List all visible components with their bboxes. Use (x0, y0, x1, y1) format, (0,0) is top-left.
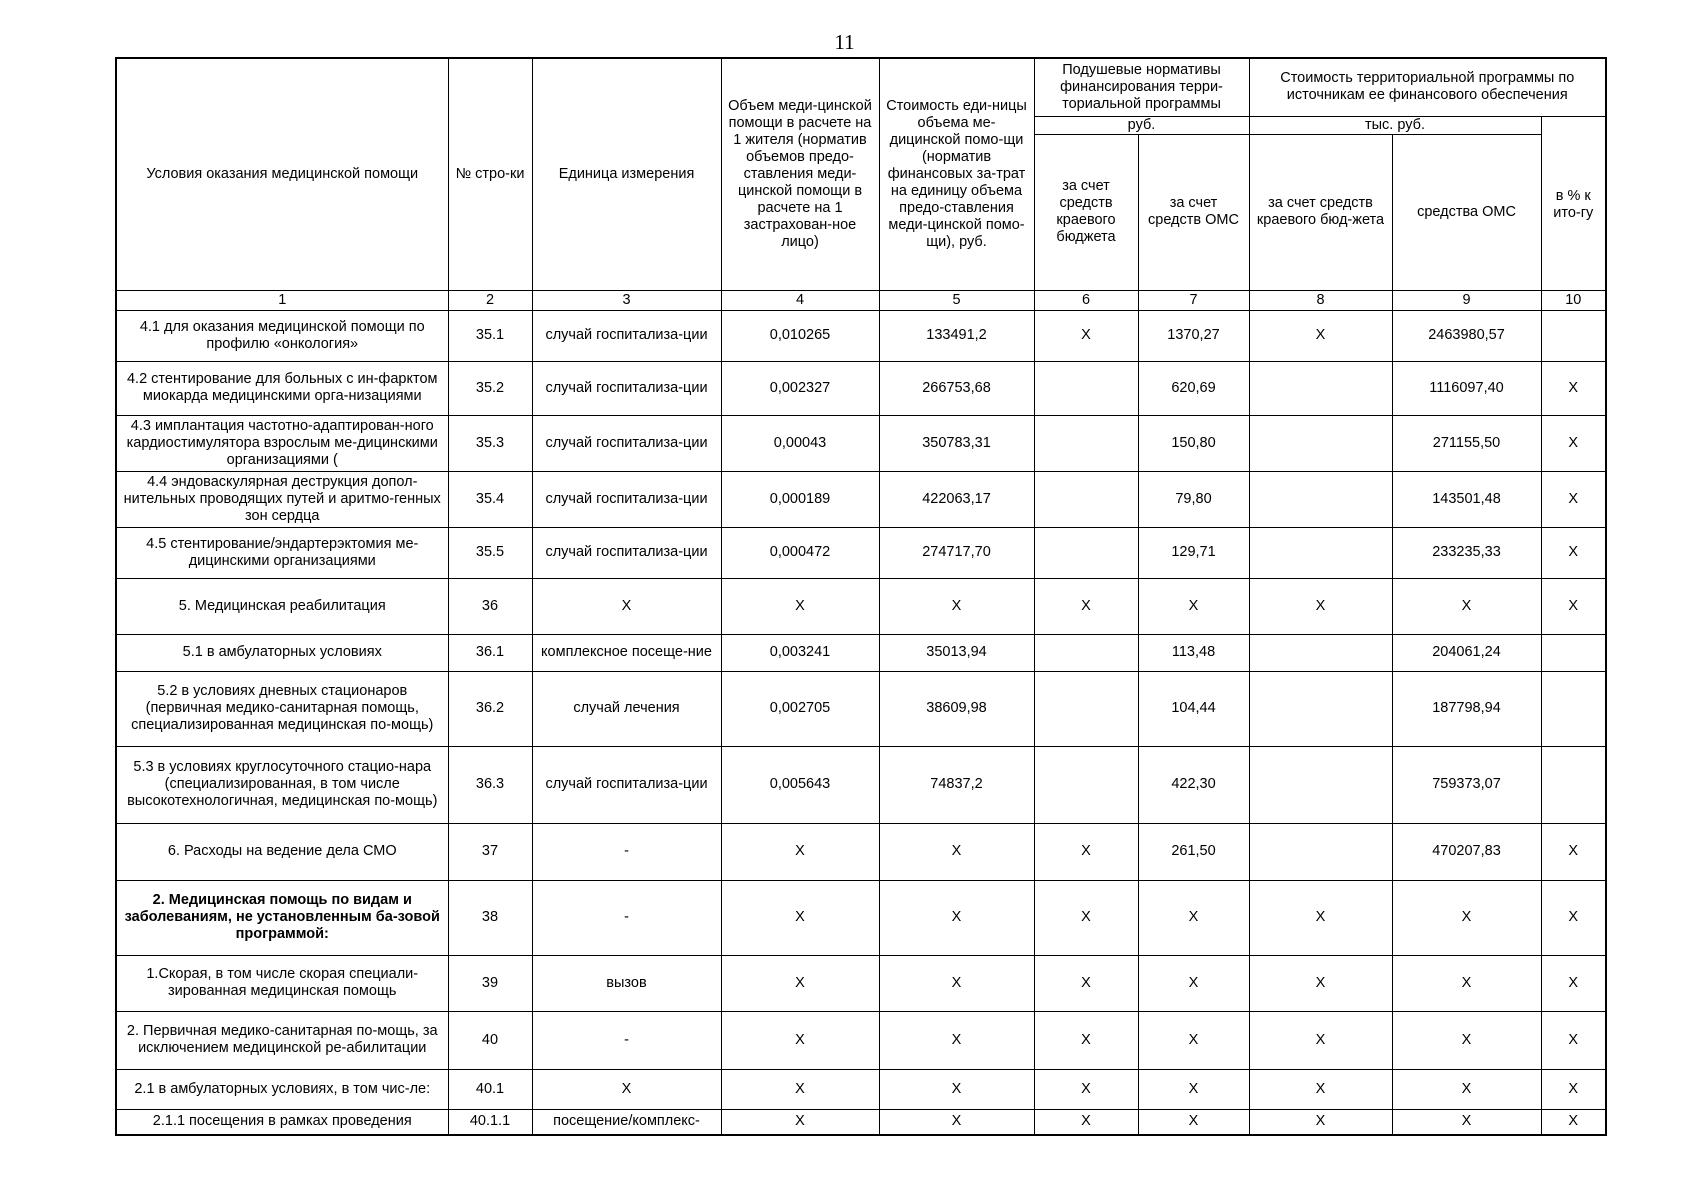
table-row (116, 671, 1606, 746)
table-cell (1034, 746, 1138, 823)
row-label: 5. Медицинская реабилитация (116, 578, 448, 634)
column-number: 2 (448, 290, 532, 310)
table-cell: X (1034, 1109, 1138, 1135)
header-program-cost-group: Стоимость территориальной программы по источникам ее финансового обеспечения (1249, 58, 1606, 116)
table-cell: X (1541, 471, 1606, 527)
table-row (116, 880, 1606, 955)
table-cell: 40.1.1 (448, 1109, 532, 1135)
table-cell: X (1249, 955, 1392, 1011)
table-cell: X (1541, 527, 1606, 578)
table-cell: 759373,07 (1392, 746, 1541, 823)
table-row (116, 955, 1606, 1011)
table-cell: - (532, 1011, 721, 1069)
table-cell: X (1138, 955, 1249, 1011)
table-cell: 0,002327 (721, 361, 879, 415)
table-cell: 204061,24 (1392, 634, 1541, 671)
row-label: 2.1 в амбулаторных условиях, в том чис-ле: (116, 1069, 448, 1109)
table-cell (1034, 634, 1138, 671)
table-cell (1034, 415, 1138, 471)
header-row-1 (116, 58, 1606, 116)
table-cell: X (879, 823, 1034, 880)
table-cell: X (879, 1011, 1034, 1069)
column-number: 10 (1541, 290, 1606, 310)
row-label: 5.2 в условиях дневных стационаров (первичная медико-санитарная помощь, специализированная медицинская по-мощь) (116, 671, 448, 746)
table-cell: 470207,83 (1392, 823, 1541, 880)
table-cell (1249, 471, 1392, 527)
header-unit: Единица измерения (532, 58, 721, 290)
row-label: 2.1.1 посещения в рамках проведения (116, 1109, 448, 1135)
column-number: 1 (116, 290, 448, 310)
table-cell: X (1541, 823, 1606, 880)
header-program-regional-budget: за счет средств краевого бюд-жета (1249, 134, 1392, 290)
header-regional-budget: за счет средств краевого бюджета (1034, 134, 1138, 290)
table-cell: 133491,2 (879, 310, 1034, 361)
table-cell: 0,005643 (721, 746, 879, 823)
table-cell: 104,44 (1138, 671, 1249, 746)
table-cell: X (1392, 1109, 1541, 1135)
header-row-number: № стро-ки (448, 58, 532, 290)
table-cell: X (721, 578, 879, 634)
table-cell: X (1541, 1069, 1606, 1109)
table-cell: 2463980,57 (1392, 310, 1541, 361)
table-cell: X (721, 955, 879, 1011)
row-label: 2. Медицинская помощь по видам и заболеваниям, не установленным ба-зовой программой: (116, 880, 448, 955)
table-cell: X (1249, 1011, 1392, 1069)
table-cell: X (1249, 578, 1392, 634)
column-number: 6 (1034, 290, 1138, 310)
header-unit-rub: руб. (1034, 116, 1249, 134)
table-cell: X (1138, 880, 1249, 955)
row-label: 4.1 для оказания медицинской помощи по профилю «онкология» (116, 310, 448, 361)
table-cell: 35.4 (448, 471, 532, 527)
table-cell: 0,003241 (721, 634, 879, 671)
table-cell: X (1249, 1069, 1392, 1109)
table-cell: X (1392, 578, 1541, 634)
table-cell: случай госпитализа-ции (532, 471, 721, 527)
table-cell: X (1138, 578, 1249, 634)
table-cell: 35.3 (448, 415, 532, 471)
table-cell: 350783,31 (879, 415, 1034, 471)
table-cell: 0,000472 (721, 527, 879, 578)
table-cell (1249, 634, 1392, 671)
table-cell: X (721, 823, 879, 880)
table-cell (1249, 527, 1392, 578)
table-cell (1034, 527, 1138, 578)
header-oms: за счет средств ОМС (1138, 134, 1249, 290)
header-unit-thousand: тыс. руб. (1249, 116, 1541, 134)
table-cell (1249, 823, 1392, 880)
table-cell: X (1392, 880, 1541, 955)
table-cell (1541, 671, 1606, 746)
table-cell: 38 (448, 880, 532, 955)
table-cell: X (532, 578, 721, 634)
table-cell: вызов (532, 955, 721, 1011)
table-cell: X (1138, 1069, 1249, 1109)
row-label: 4.3 имплантация частотно-адаптирован-ного кардиостимулятора взрослым ме-дицинскими организациями ( (116, 415, 448, 471)
table-cell (1249, 361, 1392, 415)
table-cell: случай госпитализа-ции (532, 415, 721, 471)
table-row (116, 746, 1606, 823)
table-cell: 36.3 (448, 746, 532, 823)
table-cell: 36.1 (448, 634, 532, 671)
table-cell (1541, 634, 1606, 671)
table-cell: 233235,33 (1392, 527, 1541, 578)
table-cell: 143501,48 (1392, 471, 1541, 527)
table-cell: 113,48 (1138, 634, 1249, 671)
table-cell: X (1034, 955, 1138, 1011)
table-cell: - (532, 880, 721, 955)
table-cell: 129,71 (1138, 527, 1249, 578)
row-label: 2. Первичная медико-санитарная по-мощь, за исключением медицинской ре-абилитации (116, 1011, 448, 1069)
table-cell: X (1541, 578, 1606, 634)
table-row (116, 1069, 1606, 1109)
table-cell: посещение/комплекс- (532, 1109, 721, 1135)
table-cell: 36 (448, 578, 532, 634)
column-number: 7 (1138, 290, 1249, 310)
column-number: 3 (532, 290, 721, 310)
table-row (116, 310, 1606, 361)
table-cell: 35.5 (448, 527, 532, 578)
table-row (116, 415, 1606, 471)
table-row (116, 1011, 1606, 1069)
table-cell: 40.1 (448, 1069, 532, 1109)
table-cell (1249, 671, 1392, 746)
table-cell: случай лечения (532, 671, 721, 746)
table-row (116, 823, 1606, 880)
table-cell (1034, 471, 1138, 527)
table-cell: X (1034, 310, 1138, 361)
table-row (116, 471, 1606, 527)
header-unit-cost: Стоимость еди-ницы объема ме-дицинской помо-щи (норматив финансовых за-трат на единицу объема предо-ставления меди-цинской помо-щи), руб. (879, 58, 1034, 290)
table-cell: X (1392, 955, 1541, 1011)
header-program-oms: средства ОМС (1392, 134, 1541, 290)
table-cell: 35.2 (448, 361, 532, 415)
header-volume: Объем меди-цинской помощи в расчете на 1 жителя (норматив объемов предо-ставления меди-цинской помощи в расчете на 1 застрахован-ное лицо) (721, 58, 879, 290)
row-label: 4.5 стентирование/эндартерэктомия ме-дицинскими организациями (116, 527, 448, 578)
table-cell: X (1138, 1109, 1249, 1135)
table-cell: 0,010265 (721, 310, 879, 361)
table-cell: 266753,68 (879, 361, 1034, 415)
table-body (116, 58, 1606, 1135)
row-label: 4.4 эндоваскулярная деструкция допол-нительных проводящих путей и аритмо-генных зон сердца (116, 471, 448, 527)
table-cell (1249, 415, 1392, 471)
column-number: 8 (1249, 290, 1392, 310)
table-cell: комплексное посеще-ние (532, 634, 721, 671)
table-cell: X (1249, 310, 1392, 361)
table-cell (1541, 310, 1606, 361)
table-cell: X (879, 1109, 1034, 1135)
table-cell: 1370,27 (1138, 310, 1249, 361)
page-number: 11 (834, 30, 855, 54)
column-number-row (116, 290, 1606, 310)
row-label: 4.2 стентирование для больных с ин-фарктом миокарда медицинскими орга-низациями (116, 361, 448, 415)
table-cell: X (1249, 1109, 1392, 1135)
row-label: 5.1 в амбулаторных условиях (116, 634, 448, 671)
table-row (116, 634, 1606, 671)
table-cell: X (1541, 955, 1606, 1011)
column-number: 5 (879, 290, 1034, 310)
table-cell: X (532, 1069, 721, 1109)
table-cell: 0,002705 (721, 671, 879, 746)
table-cell (1034, 361, 1138, 415)
table-cell: X (1034, 1069, 1138, 1109)
table-cell: 271155,50 (1392, 415, 1541, 471)
table-cell: 422,30 (1138, 746, 1249, 823)
table-cell: X (721, 880, 879, 955)
table-cell: 187798,94 (1392, 671, 1541, 746)
table-cell: X (721, 1109, 879, 1135)
table-cell: 35.1 (448, 310, 532, 361)
table-cell: X (1034, 823, 1138, 880)
header-per-capita-group: Подушевые нормативы финансирования терри-ториальной программы (1034, 58, 1249, 116)
table-cell: X (1249, 880, 1392, 955)
table-cell: X (879, 1069, 1034, 1109)
header-percent: в % к ито-гу (1541, 116, 1606, 290)
table-cell: 40 (448, 1011, 532, 1069)
table-cell: X (1392, 1011, 1541, 1069)
table-cell: 150,80 (1138, 415, 1249, 471)
table-row (116, 527, 1606, 578)
table-cell: X (1541, 1109, 1606, 1135)
table-cell: 37 (448, 823, 532, 880)
financing-table (115, 57, 1607, 1136)
column-number: 4 (721, 290, 879, 310)
table-cell: случай госпитализа-ции (532, 527, 721, 578)
table-cell: X (879, 578, 1034, 634)
table-cell: X (879, 880, 1034, 955)
table-cell (1249, 746, 1392, 823)
table-cell: 36.2 (448, 671, 532, 746)
table-cell: X (721, 1011, 879, 1069)
table-row (116, 1109, 1606, 1135)
table-cell: X (1034, 578, 1138, 634)
table-cell: случай госпитализа-ции (532, 310, 721, 361)
row-label: 5.3 в условиях круглосуточного стацио-нара (специализированная, в том числе высокотехнологичная, медицинская по-мощь) (116, 746, 448, 823)
table-cell: случай госпитализа-ции (532, 746, 721, 823)
table-cell: 1116097,40 (1392, 361, 1541, 415)
table-cell: 39 (448, 955, 532, 1011)
table-cell: 0,00043 (721, 415, 879, 471)
table-cell (1541, 746, 1606, 823)
table-cell: X (721, 1069, 879, 1109)
table-cell: X (879, 955, 1034, 1011)
table-cell: 422063,17 (879, 471, 1034, 527)
table-cell: X (1138, 1011, 1249, 1069)
table-cell: 79,80 (1138, 471, 1249, 527)
row-label: 1.Скорая, в том числе скорая специали-зированная медицинская помощь (116, 955, 448, 1011)
table-cell: X (1034, 880, 1138, 955)
table-cell: X (1541, 361, 1606, 415)
table-cell: 0,000189 (721, 471, 879, 527)
table-cell: 620,69 (1138, 361, 1249, 415)
table-cell: 35013,94 (879, 634, 1034, 671)
column-number: 9 (1392, 290, 1541, 310)
row-label: 6. Расходы на ведение дела СМО (116, 823, 448, 880)
table-cell: случай госпитализа-ции (532, 361, 721, 415)
table-cell: 261,50 (1138, 823, 1249, 880)
table-row (116, 361, 1606, 415)
table-cell: X (1541, 880, 1606, 955)
table-cell: 74837,2 (879, 746, 1034, 823)
table-cell: X (1541, 415, 1606, 471)
table-cell: - (532, 823, 721, 880)
table-row (116, 578, 1606, 634)
table-cell: X (1392, 1069, 1541, 1109)
header-conditions: Условия оказания медицинской помощи (116, 58, 448, 290)
table-cell: X (1034, 1011, 1138, 1069)
table-cell: 274717,70 (879, 527, 1034, 578)
table-cell: 38609,98 (879, 671, 1034, 746)
table-cell: X (1541, 1011, 1606, 1069)
table-cell (1034, 671, 1138, 746)
